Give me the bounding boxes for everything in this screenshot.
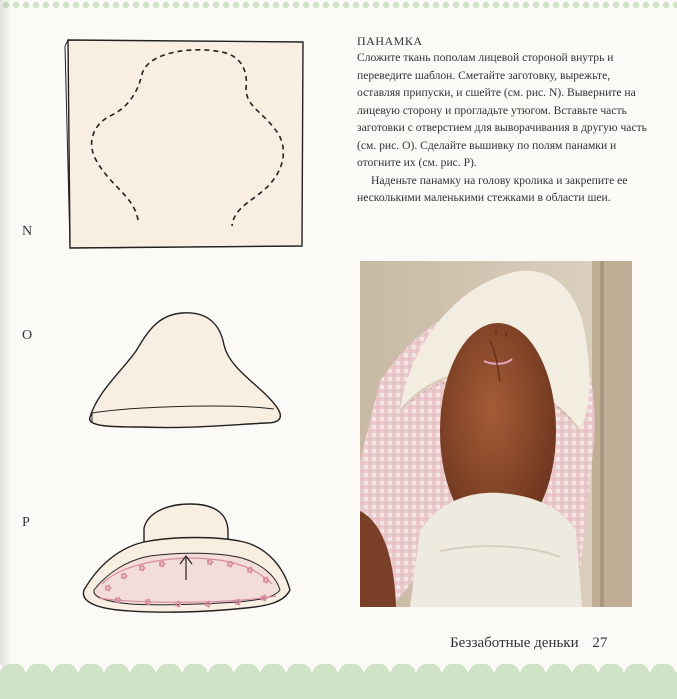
bottom-scalloped-border: [0, 664, 677, 699]
instructions-paragraph-2: Наденьте панамку на голову кролика и закрепите ее несколькими маленькими стежками в области шеи.: [357, 173, 628, 204]
figure-label-n: N: [22, 224, 33, 239]
diagram-p-hat-with-brim: [78, 498, 300, 623]
bunny-doll-photo: [360, 261, 632, 607]
page-gutter-shadow: [0, 0, 12, 699]
figure-label-o: O: [22, 328, 33, 343]
diagram-o-hat-crown: [78, 305, 300, 435]
figure-label-p: P: [22, 515, 30, 530]
page-footer: [450, 635, 607, 652]
diagram-n-folded-fabric: [62, 36, 312, 256]
instructions-paragraph-1: Сложите ткань пополам лицевой стороной внутрь и переведите шаблон. Сметайте заготовку, вырежьте, оставляя припуски, и сшейте (см. рис. N). Выверните на лицевую сторону и прогладьте утюгом. Вставьте часть заготовки с отверстием для выворачивания в другую часть (см. рис. O). Сделайте вышивку по полям панамки и отогните их (см. рис. P).: [357, 51, 647, 169]
book-title: Беззаботные деньки: [450, 635, 579, 651]
page-number: 27: [592, 635, 608, 651]
top-decorative-border: [0, 0, 677, 22]
section-heading: ПАНАМКА: [357, 34, 423, 48]
instructions-text: [357, 49, 649, 207]
